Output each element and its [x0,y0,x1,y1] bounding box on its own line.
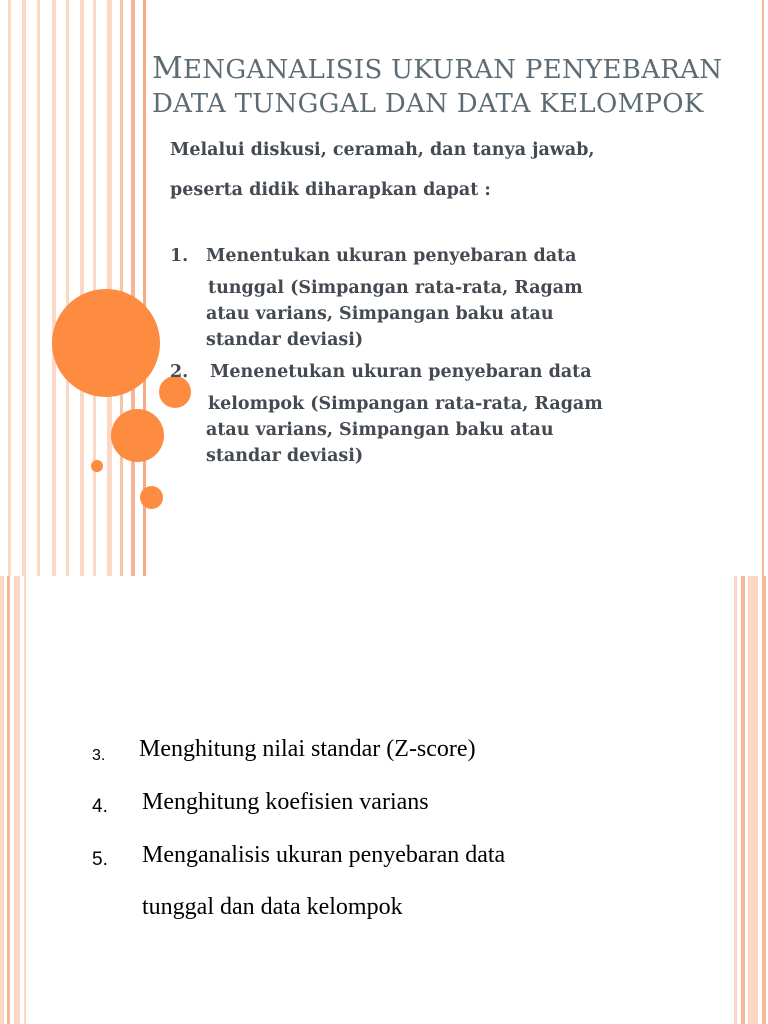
list-item-line: atau varians, Simpangan baku atau [206,304,554,324]
title-initial: M [152,51,184,86]
left-stripe [22,0,26,576]
medium-circle-decoration [111,409,164,462]
list-item-number-text: 4. [92,796,108,817]
large-circle-decoration [52,289,160,397]
right-stripe [762,0,764,576]
right-stripe [734,576,737,1024]
left-stripe [107,0,112,576]
left-stripe [7,576,10,1024]
title-line-1: ENGANALISIS UKURAN PENYEBARAN [183,55,723,85]
left-stripe [120,0,123,576]
right-stripe [741,576,745,1024]
left-stripe [66,0,69,576]
list-item-number-text: 5. [92,849,108,870]
left-stripe [8,0,11,576]
list-item-line: Menenetukan ukuran penyebaran data [210,362,592,382]
list-item-number [92,792,108,819]
left-stripe [131,0,135,576]
tiny-circle-decoration [91,460,103,472]
intro-line-1: Melalui diskusi, ceramah, dan tanya jawab, [170,140,595,160]
list-item-number [92,740,105,767]
right-stripe [748,576,758,1024]
right-stripe [762,576,766,1024]
list-item-line: standar deviasi) [206,446,364,466]
list-item-text: Menghitung koefisien varians [142,789,429,815]
list-item-number: 1. [170,246,189,266]
list-item-line: kelompok (Simpangan rata-rata, Ragam [208,394,603,414]
list-item-text: Menganalisis ukuran penyebaran data [142,842,506,868]
left-stripe [80,0,84,576]
left-stripe [52,0,56,576]
left-stripe [0,576,4,1024]
small-circle-decoration [140,486,163,509]
left-stripe [37,0,40,576]
list-item-number-text: 3. [92,747,106,764]
list-item-text: Menghitung nilai standar (Z-score) [139,736,476,762]
title-line-2: DATA TUNGGAL DAN DATA KELOMPOK [152,89,704,119]
list-item-continuation: tunggal dan data kelompok [142,894,403,920]
intro-line-2: peserta didik diharapkan dapat : [170,180,491,200]
left-stripe [93,0,96,576]
left-stripe [24,576,26,1024]
slide-2 [0,576,768,1024]
list-item-line: atau varians, Simpangan baku atau [206,420,554,440]
list-item-line: Menentukan ukuran penyebaran data [206,246,577,266]
list-item-number: 2. [170,362,189,382]
list-item-line: standar deviasi) [206,330,364,350]
left-stripe [14,576,20,1024]
list-item-number [92,845,108,872]
slide-title [152,52,752,121]
list-item-line: tunggal (Simpangan rata-rata, Ragam [208,278,583,298]
